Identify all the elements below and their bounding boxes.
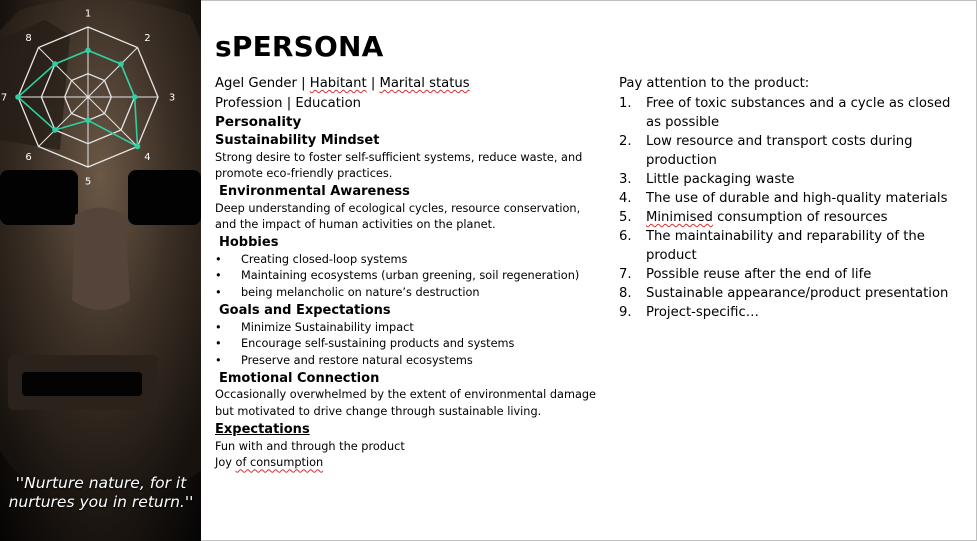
expectations-line-2: Joy of consumption xyxy=(215,456,324,470)
list-item: • Encourage self-sustaining products and systems xyxy=(215,336,600,353)
marital-status-field: Marital status xyxy=(379,76,470,91)
list-intro: Pay attention to the product: xyxy=(619,76,810,91)
environment-text: Deep understanding of ecological cycles, resource conservation, and the impact of human activities on the planet. xyxy=(215,201,581,232)
list-item: 5. Minimised consumption of resources xyxy=(619,210,888,225)
persona-details xyxy=(215,74,600,472)
radar-point xyxy=(15,94,21,100)
radar-point xyxy=(85,48,91,54)
radar-point xyxy=(118,61,124,67)
mask-image-panel xyxy=(0,0,201,541)
goals-heading: Goals and Expectations xyxy=(219,303,391,319)
radar-axis-label: 8 xyxy=(25,33,32,45)
mask-illustration xyxy=(0,0,201,541)
list-item: 6. The maintainability and reparability of the product xyxy=(619,229,925,263)
list-item: 2. Low resource and transport costs during production xyxy=(619,134,913,168)
radar-axis-label: 4 xyxy=(144,151,151,163)
mask-right-eye xyxy=(128,170,201,225)
hobbies-heading: Hobbies xyxy=(219,235,279,251)
mask-mouth xyxy=(22,372,142,396)
expectations-line-1: Fun with and through the product xyxy=(215,439,405,453)
radar-axis-label: 1 xyxy=(84,8,92,20)
expectations-heading: Expectations xyxy=(215,422,310,438)
list-item: 7. Possible reuse after the end of life xyxy=(619,267,872,282)
emotional-text: Occasionally overwhelmed by the extent of environmental damage but motivated to drive change through sustainable living. xyxy=(215,388,596,419)
radar-axis-label: 5 xyxy=(84,176,92,188)
list-item: 9. Project-specific… xyxy=(619,305,759,320)
persona-quote: ''Nurture nature, for it nurtures you in return.'' xyxy=(8,474,194,511)
habitant-field: Habitant xyxy=(309,76,367,91)
radar-point xyxy=(52,127,58,133)
radar-axis-label: 2 xyxy=(144,33,151,45)
demographics-line-1: Agel Gender | Habitant | Marital status xyxy=(215,76,470,91)
list-item: • Minimize Sustainability impact xyxy=(215,320,600,337)
radar-axis-label: 7 xyxy=(0,92,8,104)
personality-heading: Personality xyxy=(215,114,302,130)
list-item: 4. The use of durable and high-quality materials xyxy=(619,191,948,206)
radar-point xyxy=(135,144,141,150)
page-title: sPERSONA xyxy=(215,30,384,63)
list-item: 3. Little packaging waste xyxy=(619,172,795,187)
sustainability-heading: Sustainability Mindset xyxy=(215,133,380,148)
radar-axis-label: 6 xyxy=(25,151,32,163)
radar-point xyxy=(52,61,58,67)
sustainability-text: Strong desire to foster self-sufficient systems, reduce waste, and promote eco-friendly practices. xyxy=(215,150,583,181)
radar-point xyxy=(85,118,91,124)
list-item: • being melancholic on nature’s destruction xyxy=(215,285,600,302)
radar-point xyxy=(132,94,138,100)
demographics-line-2: Profession | Education xyxy=(215,95,361,111)
list-item: • Maintaining ecosystems (urban greening, soil regeneration) xyxy=(215,268,600,285)
list-item: 1. Free of toxic substances and a cycle as closed as possible xyxy=(619,96,951,130)
list-item: • Preserve and restore natural ecosystems xyxy=(215,353,600,370)
list-item: 8. Sustainable appearance/product presentation xyxy=(619,286,949,301)
emotional-heading: Emotional Connection xyxy=(219,370,380,386)
product-attention-list xyxy=(619,74,964,322)
mask-left-eye xyxy=(0,170,78,225)
mask-nose xyxy=(72,208,130,311)
environment-heading: Environmental Awareness xyxy=(219,184,410,200)
list-item: • Creating closed-loop systems xyxy=(215,252,600,269)
radar-axis-label: 3 xyxy=(168,92,176,104)
